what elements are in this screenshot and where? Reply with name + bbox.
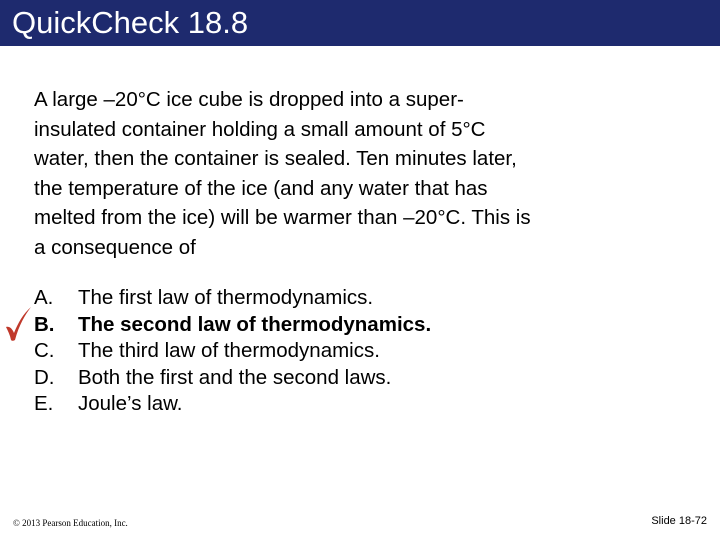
- answer-option-e: [34, 391, 634, 418]
- answer-text: The third law of thermodynamics.: [78, 339, 380, 362]
- answer-letter: B.: [34, 312, 55, 336]
- question-line: water, then the container is sealed. Ten minutes later,: [34, 147, 517, 170]
- answer-text: The second law of thermodynamics.: [78, 312, 432, 336]
- answer-letter: C.: [34, 339, 55, 362]
- slide-title: QuickCheck 18.8: [12, 5, 249, 40]
- title-bar: [0, 0, 720, 46]
- answer-letter: D.: [34, 365, 55, 389]
- question-line: insulated container holding a small amount of 5°C: [34, 117, 486, 141]
- checkmark-icon: [3, 305, 33, 343]
- answer-text: Joule’s law.: [78, 392, 183, 415]
- answer-letter: E.: [34, 392, 54, 415]
- question-line: a consequence of: [34, 235, 196, 259]
- question-text: [34, 85, 634, 262]
- answer-option-a: [34, 285, 634, 312]
- copyright-notice: © 2013 Pearson Education, Inc.: [13, 518, 128, 528]
- answer-option-d: [34, 365, 634, 392]
- answer-letter: A.: [34, 286, 54, 309]
- answer-text: The first law of thermodynamics.: [78, 286, 374, 309]
- question-line: melted from the ice) will be warmer than –20°C. This is: [34, 206, 531, 229]
- slide-number: Slide 18-72: [651, 515, 707, 527]
- answer-option-b: [34, 312, 634, 339]
- answer-list: [34, 285, 634, 418]
- answer-option-c: [34, 338, 634, 365]
- answer-text: Both the first and the second laws.: [78, 365, 392, 389]
- question-line: the temperature of the ice (and any water that has: [34, 176, 488, 200]
- question-line: A large –20°C ice cube is dropped into a super-: [34, 88, 464, 111]
